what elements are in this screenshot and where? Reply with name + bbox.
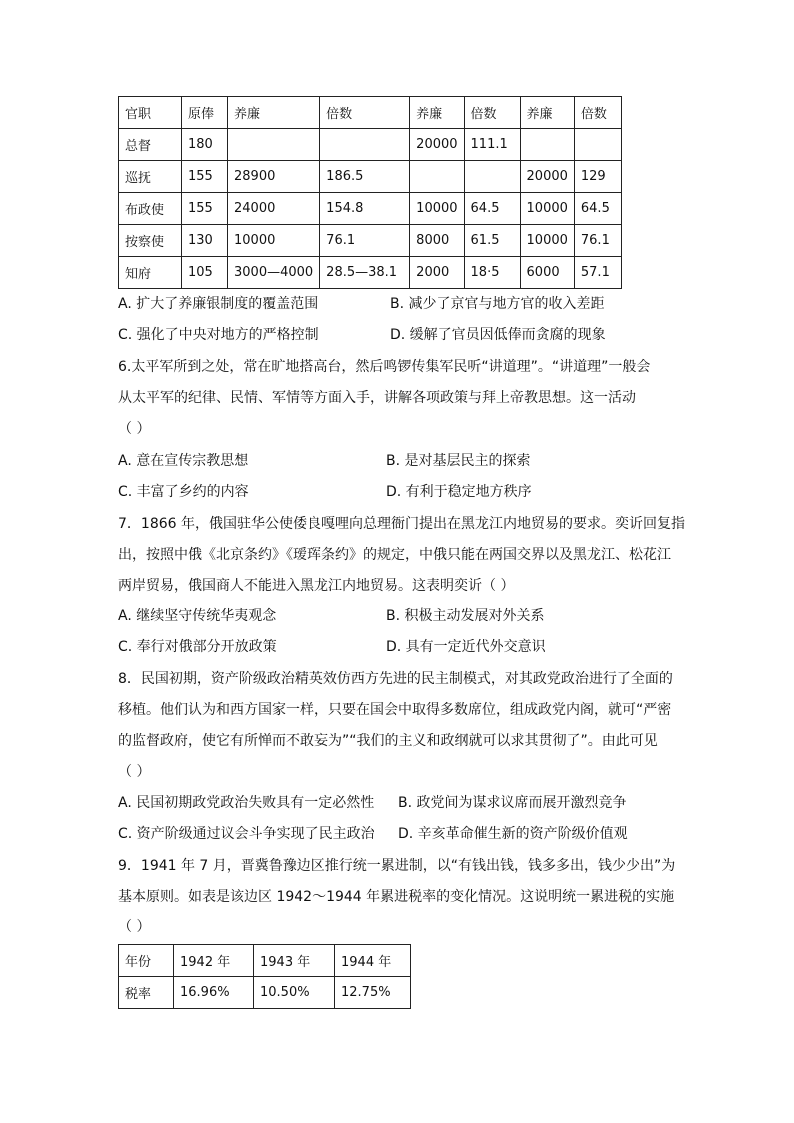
table-row	[119, 977, 411, 1009]
q9-answer-blank: （ ）	[118, 919, 151, 935]
table-cell: 20000	[520, 161, 574, 193]
table-cell: 布政使	[119, 193, 182, 225]
table-cell: 186.5	[320, 161, 410, 193]
table-cell: 巡抚	[119, 161, 182, 193]
header-cell: 1944 年	[335, 945, 411, 977]
table-cell: 10000	[520, 225, 574, 257]
table-cell: 10000	[410, 193, 464, 225]
q8-option-a[interactable]: A. 民国初期政党政治失败具有一定必然性	[118, 795, 375, 811]
table-row	[119, 161, 622, 193]
header-cell: 倍数	[464, 97, 520, 129]
table-header-row	[119, 97, 622, 129]
header-cell: 1943 年	[254, 945, 335, 977]
table-cell: 64.5	[464, 193, 520, 225]
table-cell: 18·5	[464, 257, 520, 289]
table-cell: 64.5	[574, 193, 621, 225]
header-cell: 倍数	[574, 97, 621, 129]
table-cell: 2000	[410, 257, 464, 289]
q7-option-c[interactable]: C. 奉行对俄部分开放政策	[118, 639, 277, 655]
table-cell: 6000	[520, 257, 574, 289]
table-cell: 16.96%	[174, 977, 254, 1009]
q6-option-b[interactable]: B. 是对基层民主的探索	[386, 453, 531, 469]
table-cell: 129	[574, 161, 621, 193]
table-cell: 8000	[410, 225, 464, 257]
table-row	[119, 193, 622, 225]
q6-stem-line: 从太平军的纪律、民情、军情等方面入手，讲解各项政策与拜上帝教思想。这一活动	[118, 390, 636, 406]
table-cell: 155	[182, 161, 228, 193]
table-cell: 10000	[520, 193, 574, 225]
q6-option-a[interactable]: A. 意在宣传宗教思想	[118, 453, 249, 469]
q7-stem-line: 出，按照中俄《北京条约》《瑷珲条约》的规定，中俄只能在两国交界以及黑龙江、松花江	[118, 547, 671, 563]
q5-option-c[interactable]: C. 强化了中央对地方的严格控制	[118, 327, 319, 343]
q6-option-c[interactable]: C. 丰富了乡约的内容	[118, 484, 249, 500]
q7-stem-line: 两岸贸易，俄国商人不能进入黑龙江内地贸易。这表明奕䜣（ ）	[118, 578, 515, 594]
header-cell: 养廉	[520, 97, 574, 129]
table-cell	[228, 129, 320, 161]
header-cell: 倍数	[320, 97, 410, 129]
table-cell: 总督	[119, 129, 182, 161]
header-cell: 养廉	[228, 97, 320, 129]
table-row	[119, 257, 622, 289]
tax-rate-table	[118, 944, 411, 1009]
q5-option-d[interactable]: D. 缓解了官员因低俸而贪腐的现象	[390, 327, 606, 343]
table-cell: 10.50%	[254, 977, 335, 1009]
header-cell: 养廉	[410, 97, 464, 129]
table-cell	[320, 129, 410, 161]
table-cell: 20000	[410, 129, 464, 161]
q9-stem-line: 9．1941 年 7 月，晋冀鲁豫边区推行统一累进制，以“有钱出钱，钱多多出，钱少少出”为	[118, 858, 676, 874]
table-cell	[520, 129, 574, 161]
header-cell: 原俸	[182, 97, 228, 129]
q6-answer-blank: （ ）	[118, 421, 151, 437]
table-row	[119, 225, 622, 257]
q8-stem-line: 的监督政府，使它有所惮而不敢妄为”“我们的主义和政纲就可以求其贯彻了”。由此可见	[118, 733, 658, 749]
table-cell: 57.1	[574, 257, 621, 289]
table-cell	[464, 161, 520, 193]
q8-stem-line: 移植。他们认为和西方国家一样，只要在国会中取得多数席位，组成政党内阁，就可“严密	[118, 702, 672, 718]
table-cell: 12.75%	[335, 977, 411, 1009]
table-cell: 180	[182, 129, 228, 161]
salary-table	[118, 96, 622, 289]
table-cell	[574, 129, 621, 161]
q8-option-b[interactable]: B. 政党间为谋求议席而展开激烈竞争	[398, 795, 627, 811]
header-cell: 年份	[119, 945, 174, 977]
q8-option-c[interactable]: C. 资产阶级通过议会斗争实现了民主政治	[118, 826, 375, 842]
q6-option-d[interactable]: D. 有利于稳定地方秩序	[386, 484, 532, 500]
table-cell: 知府	[119, 257, 182, 289]
table-cell: 28900	[228, 161, 320, 193]
header-cell: 1942 年	[174, 945, 254, 977]
table-cell: 154.8	[320, 193, 410, 225]
q9-stem-line: 基本原则。如表是该边区 1942～1944 年累进税率的变化情况。这说明统一累进税的实施	[118, 889, 675, 905]
header-cell: 官职	[119, 97, 182, 129]
q8-stem-line: 8．民国初期，资产阶级政治精英效仿西方先进的民主制模式，对其政党政治进行了全面的	[118, 671, 673, 687]
table-cell: 28.5—38.1	[320, 257, 410, 289]
table-cell: 76.1	[574, 225, 621, 257]
table-cell: 76.1	[320, 225, 410, 257]
table-cell: 155	[182, 193, 228, 225]
q8-option-d[interactable]: D. 辛亥革命催生新的资产阶级价值观	[398, 826, 628, 842]
table-cell: 130	[182, 225, 228, 257]
table-row	[119, 129, 622, 161]
table-cell: 税率	[119, 977, 174, 1009]
table-cell: 111.1	[464, 129, 520, 161]
table-cell: 105	[182, 257, 228, 289]
table-cell: 10000	[228, 225, 320, 257]
q6-stem-line: 6.太平军所到之处，常在旷地搭高台，然后鸣锣传集军民听“讲道理”。“讲道理”一般会	[118, 359, 651, 375]
q7-option-a[interactable]: A. 继续坚守传统华夷观念	[118, 608, 277, 624]
q7-option-d[interactable]: D. 具有一定近代外交意识	[386, 639, 546, 655]
q7-option-b[interactable]: B. 积极主动发展对外关系	[386, 608, 545, 624]
q7-stem-line: 7．1866 年，俄国驻华公使倭良嘎哩向总理衙门提出在黑龙江内地贸易的要求。奕䜣回复指	[118, 516, 685, 532]
q8-answer-blank: （ ）	[118, 764, 151, 780]
table-cell	[410, 161, 464, 193]
table-cell: 24000	[228, 193, 320, 225]
q5-option-b[interactable]: B. 减少了京官与地方官的收入差距	[390, 296, 605, 312]
table-cell: 61.5	[464, 225, 520, 257]
table-cell: 3000—4000	[228, 257, 320, 289]
table-cell: 按察使	[119, 225, 182, 257]
q5-option-a[interactable]: A. 扩大了养廉银制度的覆盖范围	[118, 296, 319, 312]
table-header-row	[119, 945, 411, 977]
